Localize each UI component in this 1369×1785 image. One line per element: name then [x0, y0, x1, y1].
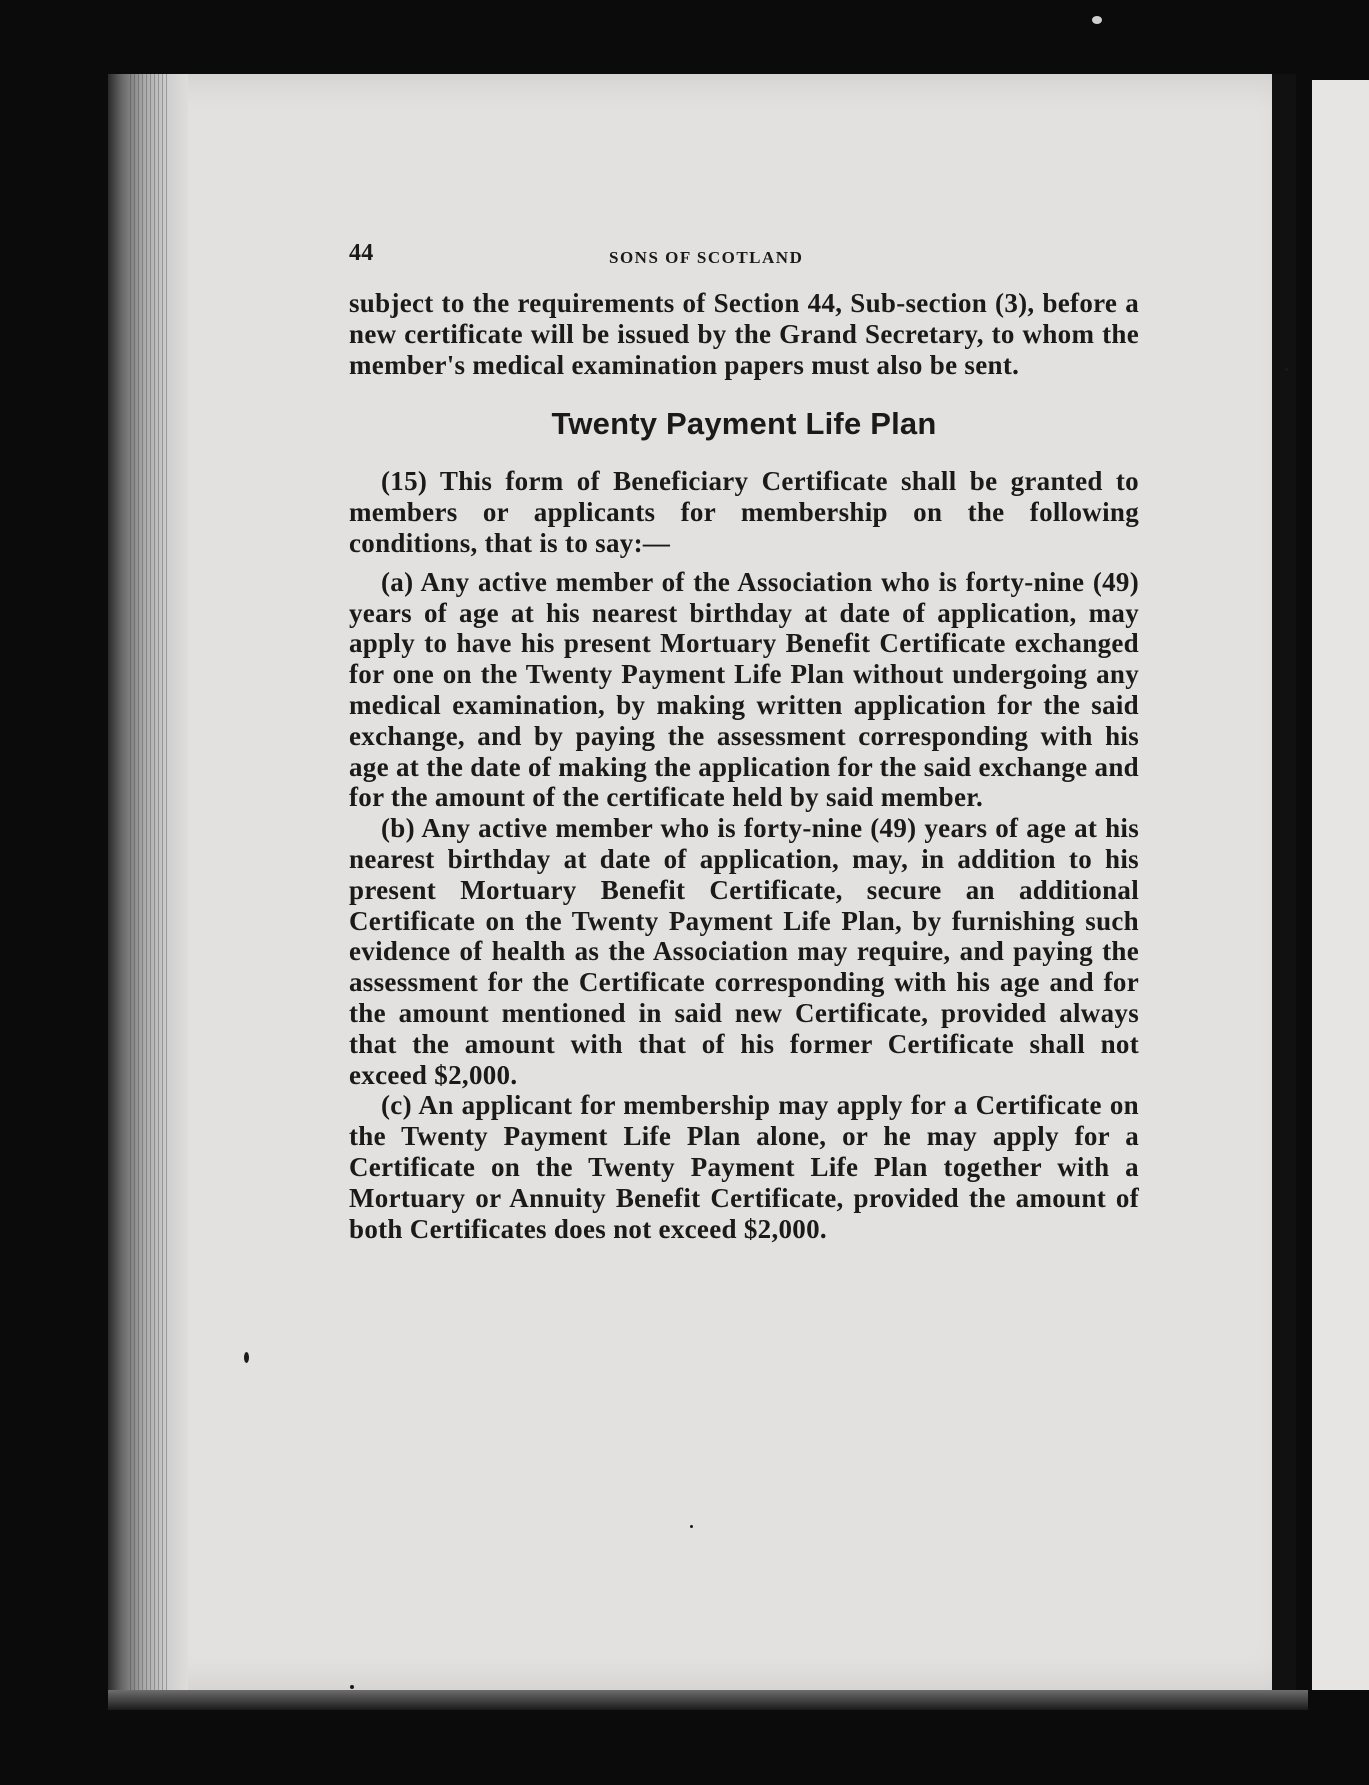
scan-speck — [244, 1352, 249, 1363]
page-gutter — [108, 74, 188, 1692]
scan-speck — [1092, 16, 1102, 24]
adjacent-page-edge — [1312, 80, 1369, 1690]
scan-speck — [1285, 368, 1288, 371]
clause-b: (b) Any active member who is forty-nine (49) years of age at his nearest birthday at date of application, may, in addition to his present Mortuary Benefit Certificate, secure an additional Certificate on the Twenty Payment Life Plan, by furnishing such evidence of health as the Association may require, and paying the assessment for the Certificate corresponding with his age and for the amount mentioned in said new Certificate, provided always that the amount with that of his former Certificate shall not exceed $2,000. — [349, 813, 1139, 1090]
running-head: SONS OF SCOTLAND — [609, 248, 804, 267]
lead-paragraph: subject to the requirements of Section 44, Sub-section (3), before a new certificate will be issued by the Grand Secretary, to whom the member's medical examination papers must also be sent. — [349, 288, 1139, 380]
page-bottom-shadow — [108, 1690, 1308, 1710]
section-heading: Twenty Payment Life Plan — [551, 406, 937, 442]
scan-speck — [690, 1525, 693, 1528]
page-number: 44 — [349, 240, 374, 266]
page-header — [349, 236, 1139, 276]
scan-speck — [350, 1685, 354, 1689]
gutter-texture — [130, 74, 170, 1692]
page-text — [349, 236, 1139, 1244]
clause-c: (c) An applicant for membership may apply for a Certificate on the Twenty Payment Life Plan alone, or he may apply for a Certificate on the Twenty Payment Life Plan together with a Mortuary or Annuity Benefit Certificate, provided the amount of both Certificates does not exceed $2,000. — [349, 1090, 1139, 1244]
clause-a: (a) Any active member of the Association who is forty-nine (49) years of age at his nearest birthday at date of application, may apply to have his present Mortuary Benefit Certificate exchanged for one on the Twenty Payment Life Plan without undergoing any medical examination, by making written application for the said exchange, and by paying the assessment corresponding with his age at the date of making the application for the said exchange and for the amount of the certificate held by said member. — [349, 566, 1139, 813]
page-right-edge — [1272, 74, 1296, 1692]
paragraph-15: (15) This form of Beneficiary Certificate shall be granted to members or applicants for membership on the following conditions, that is to say:— — [349, 466, 1139, 558]
